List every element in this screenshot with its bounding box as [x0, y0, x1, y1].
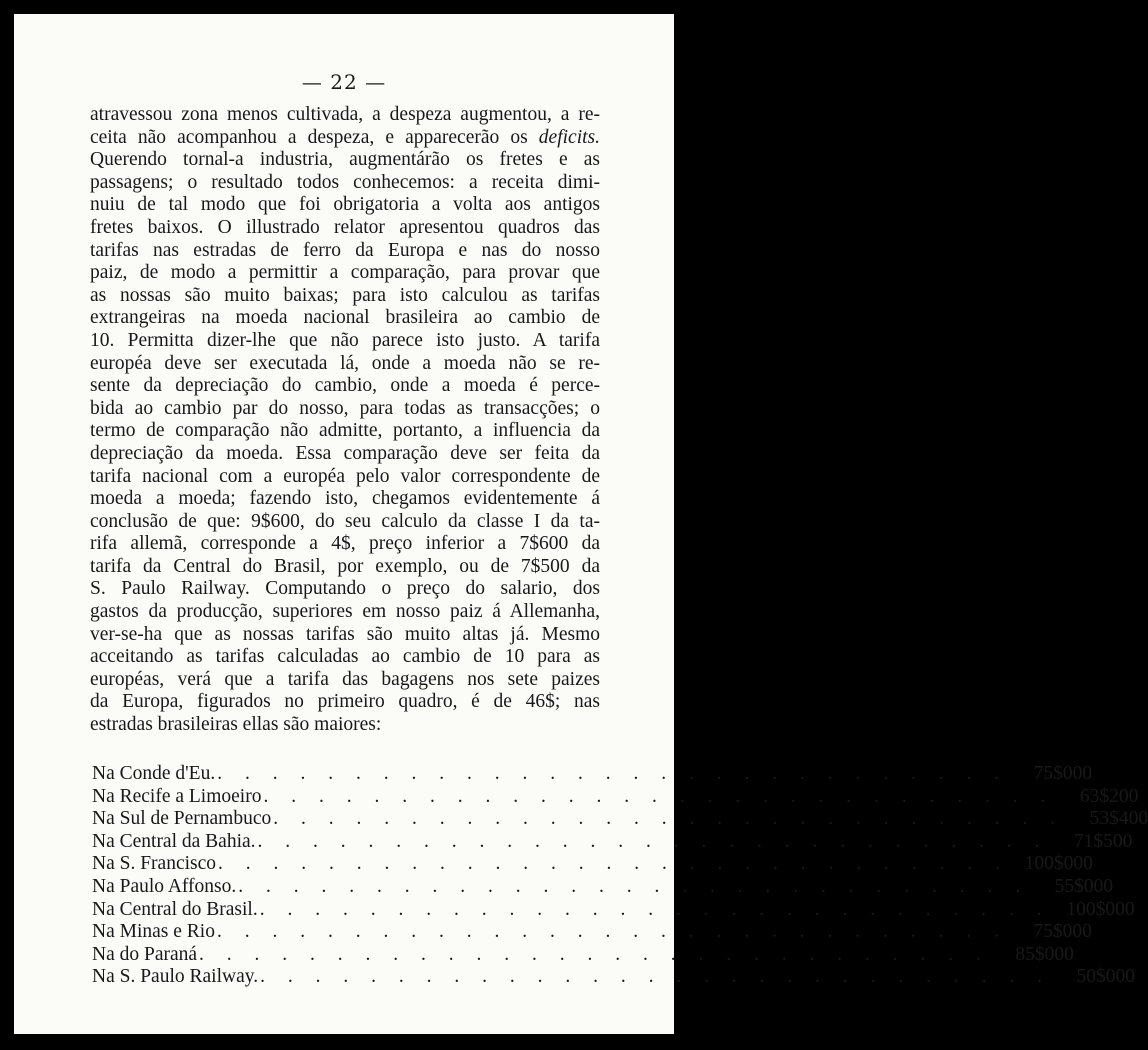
text-line: as nossas são muito baixas; para isto calculou as tarifas	[90, 284, 600, 306]
railway-name: Na Paulo Affonso.	[92, 875, 237, 897]
text-line: passagens; o resultado todos conhecemos: a receita dimi-	[90, 171, 600, 193]
text-line: européa deve ser executada lá, onde a moeda não se re-	[90, 352, 600, 374]
tariff-row	[92, 943, 1074, 967]
dot-leader: . . . . . . . . . . . . . . . . . . . . . . . . . . . . .	[218, 853, 1009, 875]
tariff-value: 100$000	[1066, 898, 1135, 920]
tariff-value: 100$000	[1024, 853, 1093, 875]
tariff-row	[92, 830, 1133, 854]
tariff-value: 53$400	[1089, 808, 1148, 830]
text-line: paiz, de modo a permittir a comparação, para provar que	[90, 262, 600, 284]
tariff-row	[92, 785, 1139, 809]
text-line: da Europa, figurados no primeiro quadro, é de 46$; nas	[90, 691, 600, 713]
tariff-row	[92, 853, 1093, 876]
tariff-row	[92, 875, 1114, 899]
text-line: fretes baixos. O illustrado relator apresentou quadros das	[90, 216, 600, 238]
dot-leader: . . . . . . . . . . . . . . . . . . . . . . . . . . . . .	[217, 763, 1009, 784]
tariff-value: 71$500	[1073, 830, 1133, 852]
railway-name: Na S. Francisco	[92, 853, 217, 875]
railway-name: Na Recife a Limoeiro	[92, 785, 262, 807]
text-line: 10. Permitta dizer-lhe que não parece isto justo. A tarifa	[90, 329, 600, 351]
text-line: tarifa nacional com a européa pelo valor correspondente de	[90, 465, 600, 487]
text-line-segment: ceita não acompanhou a despeza, e apparecerão os	[90, 126, 528, 148]
text-line	[90, 127, 600, 150]
text-line: sente da depreciação do cambio, onde a moeda é perce-	[90, 375, 600, 397]
text-line: européas, verá que a tarifa das bagagens nos sete paizes	[90, 668, 600, 690]
railway-name: Na Central do Brasil.	[92, 898, 258, 920]
tariff-value: 50$000	[1076, 966, 1135, 988]
text-line: Querendo tornal-a industria, augmentárão os fretes e as	[90, 149, 600, 171]
dot-leader: . . . . . . . . . . . . . . . . . . . . . . . . . . . . .	[263, 785, 1055, 807]
text-line: rifa allemã, corresponde a 4$, preço inferior a 7$600 da	[90, 533, 600, 555]
italic-word: deficits.	[538, 126, 600, 148]
text-line: ver-se-ha que as nossas tarifas são muito altas já. Mesmo	[90, 623, 600, 645]
tariff-row	[92, 966, 1135, 989]
dot-leader: . . . . . . . . . . . . . . . . . . . . . . . . . . . . .	[259, 898, 1051, 920]
text-line: tarifas nas estradas de ferro da Europa e nas do nosso	[90, 239, 600, 261]
body-paragraph	[90, 104, 600, 737]
tariff-row	[92, 921, 1092, 944]
dot-leader: . . . . . . . . . . . . . . . . . . . . . . . . . . . . .	[238, 875, 1030, 897]
dot-leader: . . . . . . . . . . . . . . . . . . . . . . . . . . . . .	[273, 808, 1065, 830]
dot-leader: . . . . . . . . . . . . . . . . . . . . . . . . . . . . .	[260, 966, 1051, 988]
railway-name: Na Minas e Rio	[92, 921, 215, 943]
dot-leader: . . . . . . . . . . . . . . . . . . . . . . . . . . . . .	[216, 921, 1008, 943]
text-line: depreciação da moeda. Essa comparação deve ser feita da	[90, 442, 600, 464]
railway-name: Na S. Paulo Railway.	[92, 966, 259, 988]
text-line: conclusão de que: 9$600, do seu calculo da classe I da ta-	[90, 510, 600, 532]
dot-leader: . . . . . . . . . . . . . . . . . . . . . . . . . . . . .	[257, 830, 1049, 852]
text-line: estradas brasileiras ellas são maiores:	[90, 714, 382, 736]
text-line: atravessou zona menos cultivada, a despeza augmentou, a re-	[90, 104, 600, 125]
tariff-value: 63$200	[1079, 785, 1139, 807]
railway-name: Na do Paraná	[92, 943, 198, 965]
page-number: — 22 —	[301, 70, 387, 94]
railway-name: Na Conde d'Eu.	[92, 763, 216, 784]
tariff-table	[92, 763, 1148, 989]
text-line: nuiu de tal modo que foi obrigatoria a volta aos antigos	[90, 194, 600, 216]
text-line: acceitando as tarifas calculadas ao cambio de 10 para as	[90, 646, 600, 668]
tariff-value: 55$000	[1054, 875, 1114, 897]
text-line: termo de comparação não admitte, portanto, a influencia da	[90, 420, 600, 442]
text-line: bida ao cambio par do nosso, para todas as transacções; o	[90, 397, 600, 419]
dot-leader: . . . . . . . . . . . . . . . . . . . . . . . . . . . . .	[199, 943, 990, 965]
text-line: moeda a moeda; fazendo isto, chegamos evidentemente á	[90, 488, 600, 510]
tariff-value: 75$000	[1033, 763, 1093, 784]
railway-name: Na Sul de Pernambuco	[92, 808, 272, 830]
text-line: extrangeiras na moeda nacional brasileira ao cambio de	[90, 307, 600, 329]
tariff-value: 75$000	[1033, 921, 1092, 943]
document-page	[14, 14, 1148, 1034]
text-line: tarifa da Central do Brasil, por exemplo, ou de 7$500 da	[90, 555, 600, 577]
tariff-row	[92, 898, 1135, 922]
tariff-row	[92, 763, 1093, 786]
text-line: gastos da producção, superiores em nosso paiz á Allemanha,	[90, 601, 600, 623]
railway-name: Na Central da Bahia.	[92, 830, 256, 852]
tariff-value: 85$000	[1015, 943, 1074, 965]
tariff-row	[92, 808, 1148, 831]
text-line: S. Paulo Railway. Computando o preço do salario, dos	[90, 578, 600, 600]
